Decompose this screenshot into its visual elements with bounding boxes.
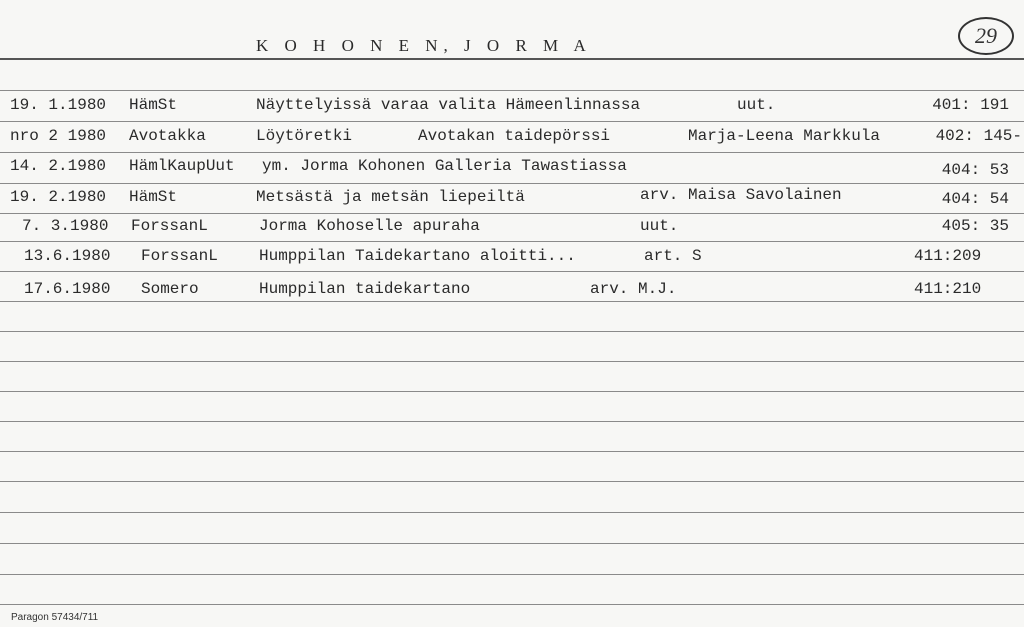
entry-note: arv. M.J. [590, 280, 677, 298]
entry-row [0, 188, 1024, 214]
entry-title: ym. Jorma Kohonen Galleria Tawastiassa [262, 157, 627, 175]
entry-date: 17.6.1980 [24, 280, 111, 298]
entry-date: 7. 3.1980 [22, 217, 109, 235]
entry-title: Näyttelyissä varaa valita Hämeenlinnassa [256, 96, 641, 114]
entry-title: Löytöretki [256, 127, 353, 145]
entry-source: ForssanL [131, 217, 208, 235]
ruled-line [0, 512, 1024, 513]
entry-source: Somero [141, 280, 199, 298]
entry-row [0, 247, 1024, 273]
entry-row [0, 127, 1024, 153]
entry-reference: 402: 145- [935, 127, 1022, 145]
entry-row [0, 280, 1024, 306]
entry-reference: 411:209 [914, 247, 982, 265]
printer-imprint: Paragon 57434/711 [11, 612, 99, 623]
entry-reference: 405: 35 [941, 217, 1009, 235]
entry-author: Marja-Leena Markkula [688, 127, 881, 145]
entry-title: Metsästä ja metsän liepeiltä [256, 188, 525, 206]
ruled-line [0, 574, 1024, 575]
entry-source: HämSt [129, 96, 178, 114]
ruled-line [0, 391, 1024, 392]
entry-title: Humppilan Taidekartano aloitti... [259, 247, 576, 265]
ruled-line [0, 451, 1024, 452]
entry-date: 19. 1.1980 [10, 96, 107, 114]
entry-row [0, 157, 1024, 183]
entry-title: Humppilan taidekartano [259, 280, 471, 298]
entry-title: Jorma Kohoselle apuraha [259, 217, 480, 235]
ruled-line [0, 183, 1024, 184]
entry-date: 14. 2.1980 [10, 157, 107, 175]
entry-source: HämlKaupUut [129, 157, 235, 175]
entry-date: 13.6.1980 [24, 247, 111, 265]
entry-note: uut. [640, 217, 679, 235]
entry-reference: 411:210 [914, 280, 982, 298]
ruled-line [0, 421, 1024, 422]
entry-date: nro 2 1980 [10, 127, 107, 145]
entry-row [0, 96, 1024, 122]
card-number: 29 [958, 17, 1014, 55]
entry-date: 19. 2.1980 [10, 188, 107, 206]
entry-note: Avotakan taidepörssi [418, 127, 611, 145]
ruled-line [0, 604, 1024, 605]
entry-reference: 404: 54 [941, 190, 1009, 208]
entry-note: arv. Maisa Savolainen [640, 186, 842, 204]
ruled-line [0, 331, 1024, 332]
entry-note: uut. [737, 96, 776, 114]
entry-reference: 401: 191 [932, 96, 1009, 114]
entry-source: HämSt [129, 188, 178, 206]
ruled-line [0, 90, 1024, 91]
entry-source: ForssanL [141, 247, 218, 265]
ruled-line [0, 361, 1024, 362]
entry-row [0, 217, 1024, 243]
header-rule [0, 58, 1024, 60]
ruled-line [0, 481, 1024, 482]
entry-note: art. S [644, 247, 702, 265]
entry-reference: 404: 53 [941, 161, 1009, 179]
entry-source: Avotakka [129, 127, 206, 145]
ruled-line [0, 543, 1024, 544]
card-title: K O H O N E N, J O R M A [256, 36, 592, 55]
